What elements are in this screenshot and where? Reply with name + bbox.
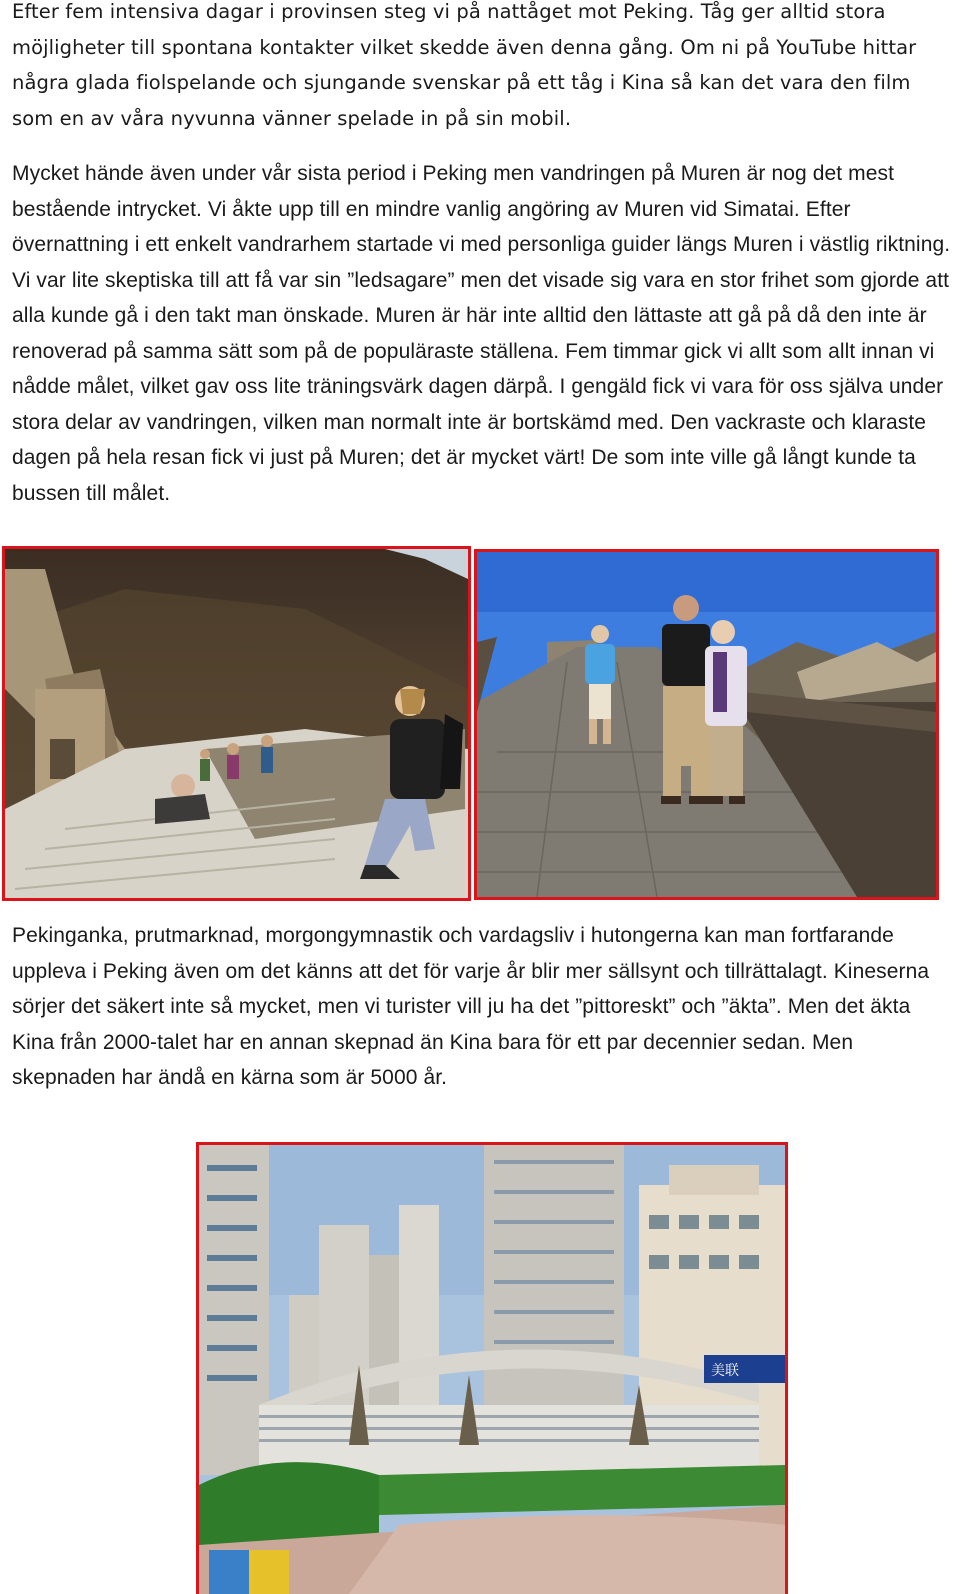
photo-great-wall-group: [474, 549, 939, 900]
paragraph-train-journey: Efter fem intensiva dagar i provinsen steg vi på nattåget mot Peking. Tåg ger alltid stora möjligheter till spontana kontakter vilket skedde även denna gång. Om ni på YouTube hittar några glada fiolspelande och sjungande svenskar på ett tåg i Kina så kan det vara den film som en av våra nyvunna vänner spelade in på sin mobil.: [12, 0, 917, 130]
paragraph-peking-life: Pekinganka, prutmarknad, morgongymnastik och vardagsliv i hutongerna kan man fortfarande uppleva i Peking även om det känns att det för varje år blir mer sällsynt och tillrättalagt. Kineserna sörjer det säkert inte så mycket, men vi turister vill ju ha det ”pittoreskt” och ”äkta”. Men det äkta Kina från 2000-talet har en annan skepnad än Kina bara för ett par decennier sedan. Men skepnaden har ändå en kärna som är 5000 år.: [12, 924, 930, 1089]
paragraph-great-wall-hike: Mycket hände även under vår sista period i Peking men vandringen på Muren är nog det mest bestående intrycket. Vi åkte upp till en mindre vanlig angöring av Muren vid Simatai. Efter övernattning i ett enkelt vandrarhem startade vi med personliga guider längs Muren i västlig riktning. Vi var lite skeptiska till att få var sin ”ledsagare” men det visade sig vara en stor frihet som gjorde att alla kunde gå i den takt man önskade. Muren är här inte alltid den lättaste att gå på då den inte är renoverad på samma sätt som på de populäraste ställena. Fem timmar gick vi allt som allt innan vi nådde målet, vilket gav oss lite träningsvärk dagen därpå. I gengäld fick vi vara för oss själva under stora delar av vandringen, vilken man normalt inte är bortskämd med. Den vackraste och klaraste dagen på hela resan fick vi just på Muren; det är mycket värt! De som inte ville gå långt kunde ta bussen till målet.: [12, 162, 951, 505]
city-sign-text: 美联: [711, 1363, 739, 1379]
photo-great-wall-climb: [2, 546, 471, 901]
photo-beijing-buildings: [196, 1142, 788, 1594]
